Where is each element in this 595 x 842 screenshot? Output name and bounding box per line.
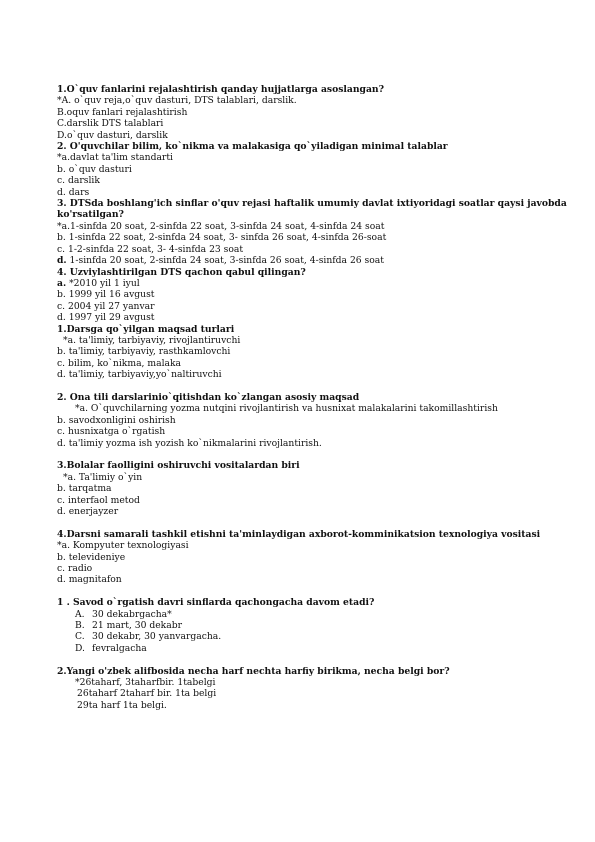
answer: *a. ta'limiy, tarbiyaviy, rivojlantiruvchi: [63, 334, 241, 346]
spacer: [57, 381, 557, 392]
answer: b. o`quv dasturi: [57, 163, 132, 175]
spacer: [57, 517, 557, 528]
question-7: 3.Bolalar faolligini oshiruvchi vositalardan biri: [57, 460, 300, 472]
answer: b. savodxonligini oshirish: [57, 414, 176, 426]
answer: d. dars: [57, 186, 90, 198]
answer: *a.davlat ta'lim standarti: [57, 152, 173, 164]
answer: *26taharf, 3taharfbir. 1tabelgi: [75, 677, 216, 689]
answer: D.o`quv dasturi, darslik: [57, 129, 168, 141]
answer: b. tarqatma: [57, 483, 112, 495]
answer-text: 1-sinfda 20 soat, 2-sinfda 24 soat, 3-sinfda 26 soat, 4-sinfda 26 soat: [66, 255, 384, 267]
question-4: 4. Uzviylashtirilgan DTS qachon qabul qilingan?: [57, 266, 306, 278]
answer: C.darslik DTS talablari: [57, 118, 164, 130]
answer: c. darslik: [57, 175, 100, 187]
answer: [57, 255, 557, 266]
answer: B.oquv fanlari rejalashtirish: [57, 106, 188, 118]
answer: d. ta'limiy yozma ish yozish ko`nikmalarini rivojlantirish.: [57, 437, 322, 449]
quiz-content: [57, 84, 567, 711]
question-8: 4.Darsni samarali tashkil etishni ta'minlaydigan axborot-komminikatsion texnologiya vositasi: [57, 528, 541, 540]
answer: 26taharf 2taharf bir. 1ta belgi: [77, 688, 217, 700]
answer: b. televideniye: [57, 551, 126, 563]
answer: c. bilim, ko`nikma, malaka: [57, 357, 182, 369]
option-text: 30 dekabr, 30 yanvargacha.: [92, 631, 222, 643]
question-9: 1 . Savod o`rgatish davri sinflarda qachongacha davom etadi?: [57, 597, 375, 609]
option-c: [57, 631, 557, 642]
answer: c. husnixatga o`rgatish: [57, 426, 166, 438]
option-letter: A.: [75, 608, 85, 620]
answer-letter: a.: [57, 277, 67, 289]
option-letter: B.: [75, 620, 85, 632]
answer: 29ta harf 1ta belgi.: [77, 699, 167, 711]
answer: b. 1-sinfda 22 soat, 2-sinfda 24 soat, 3- sinfda 26 soat, 4-sinfda 26-soat: [57, 232, 387, 244]
answer: c. radio: [57, 563, 93, 575]
answer: [57, 278, 557, 289]
question-6: 2. Ona tili darslarinio`qitishdan ko`zlangan asosiy maqsad: [57, 391, 360, 403]
answer: b. 1999 yil 16 avgust: [57, 289, 155, 301]
answer: d. enerjayzer: [57, 506, 119, 517]
answer: c. interfaol metod: [57, 494, 140, 506]
answer: d. 1997 yil 29 avgust: [57, 312, 155, 324]
answer: d. magnitafon: [57, 574, 122, 586]
answer-letter: d.: [57, 255, 67, 267]
question-5: 1.Darsga qo`yilgan maqsad turlari: [57, 323, 235, 335]
spacer: [57, 449, 557, 460]
answer: *A. o`quv reja,o`quv dasturi, DTS talablari, darslik.: [57, 95, 297, 107]
answer-text: *2010 yil 1 iyul: [66, 277, 140, 289]
option-text: fevralgacha: [92, 642, 147, 654]
option-letter: D.: [75, 642, 85, 654]
answer: *a. Kompyuter texnologiyasi: [57, 540, 189, 552]
spacer: [57, 654, 557, 665]
question-10: 2.Yangi o'zbek alifbosida necha harf nechta harfiy birikma, necha belgi bor?: [57, 665, 450, 677]
option-letter: C.: [75, 631, 85, 643]
option-d: [57, 643, 557, 654]
answer: *a. O`quvchilarning yozma nutqini rivojlantirish va husnixat malakalarini takomillashtirish: [75, 403, 498, 415]
spacer: [57, 586, 557, 597]
answer: c. 1-2-sinfda 22 soat, 3- 4-sinfda 23 soat: [57, 243, 244, 255]
answer: *a.1-sinfda 20 soat, 2-sinfda 22 soat, 3-sinfda 24 soat, 4-sinfda 24 soat: [57, 220, 385, 232]
option-text: 21 mart, 30 dekabr: [92, 620, 182, 632]
question-3-continued: ko'rsatilgan?: [57, 209, 124, 221]
option-a: [57, 609, 557, 620]
answer: c. 2004 yil 27 yanvar: [57, 300, 155, 312]
question-3: 3. DTSda boshlang'ich sinflar o'quv rejasi haftalik umumiy davlat ixtiyoridagi soatlar qaysi javobda: [57, 198, 567, 210]
answer: b. ta'limiy, tarbiyaviy, rasthkamlovchi: [57, 346, 231, 358]
option-text: 30 dekabrgacha*: [92, 608, 172, 620]
option-b: [57, 620, 557, 631]
answer: *a. Ta'limiy o`yin: [63, 471, 143, 483]
answer: d. ta'limiy, tarbiyaviy,yo`naltiruvchi: [57, 369, 222, 381]
question-2: 2. O'quvchilar bilim, ko`nikma va malakasiga qo`yiladigan minimal talablar: [57, 141, 448, 153]
question-1: 1.O`quv fanlarini rejalashtirish qanday hujjatlarga asoslangan?: [57, 84, 384, 95]
